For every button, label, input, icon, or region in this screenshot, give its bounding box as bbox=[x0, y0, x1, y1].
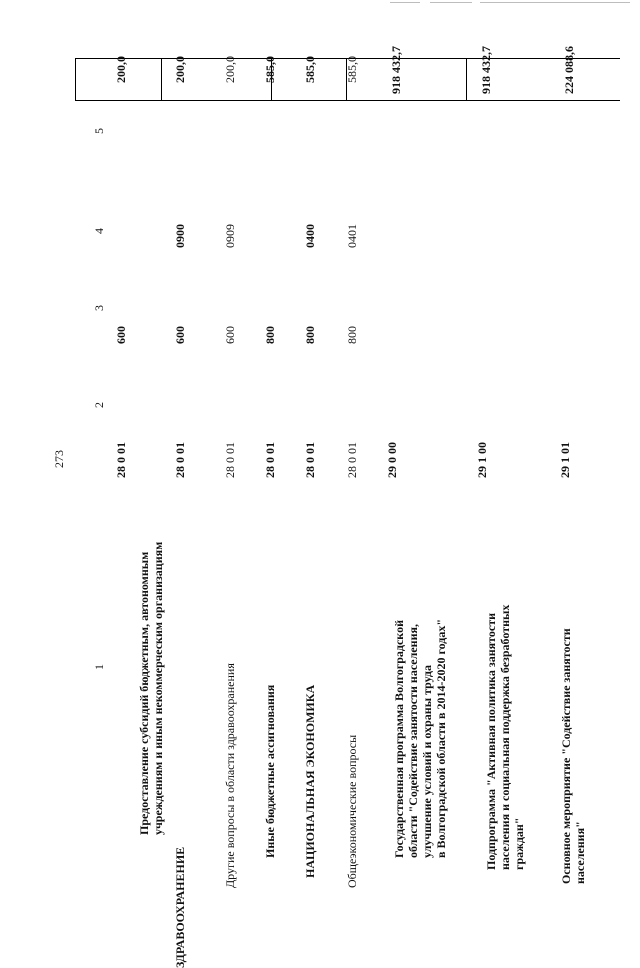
row-3-amount: 200,0 bbox=[222, 56, 237, 83]
row-5-amount: 585,0 bbox=[302, 56, 317, 83]
header-col-2: 2 bbox=[91, 402, 106, 408]
row-5-vr: 800 bbox=[302, 326, 317, 344]
row-1-amount: 200,0 bbox=[113, 56, 128, 83]
page-number: 273 bbox=[52, 450, 66, 468]
row-1-name: Предоставление субсидий бюджетным, автономным учреждениям и иным некоммерческим организациям bbox=[137, 541, 165, 835]
row-4-amount: 585,0 bbox=[262, 56, 277, 83]
header-col-1: 1 bbox=[91, 664, 106, 670]
row-4-rzpr bbox=[262, 188, 278, 248]
row-4-vr: 800 bbox=[262, 326, 277, 344]
header-left-border bbox=[75, 58, 76, 100]
row-6-code: 28 0 01 bbox=[344, 442, 359, 478]
row-6-amount: 585,0 bbox=[344, 56, 359, 83]
row-2-code: 28 0 01 bbox=[172, 442, 187, 478]
row-1-code: 28 0 01 bbox=[113, 442, 128, 478]
row-2-vr: 600 bbox=[172, 326, 187, 344]
row-5-rzpr: 0400 bbox=[302, 224, 317, 248]
row-6-name: Общеэкономические вопросы bbox=[345, 734, 359, 888]
row-9-name: Основное мероприятие "Содействие занятости населения" bbox=[559, 628, 587, 884]
row-7-name: Государственная программа Волгоградской области "Содействие занятости населения, улучшение условий и охраны труда в Волгоградской области в 2014-2020 годах" bbox=[392, 619, 448, 858]
row-8-amount: 918 432,7 bbox=[478, 46, 493, 94]
row-9-code: 29 1 01 bbox=[557, 442, 572, 478]
scan-edge-mark bbox=[480, 2, 630, 3]
header-col-3: 3 bbox=[91, 305, 106, 311]
row-7-code: 29 0 00 bbox=[384, 442, 399, 478]
row-7-amount: 918 432,7 bbox=[388, 46, 403, 94]
row-2-rzpr: 0900 bbox=[172, 224, 187, 248]
row-3-name: Другие вопросы в области здравоохранения bbox=[223, 663, 237, 888]
row-8-code: 29 1 00 bbox=[474, 442, 489, 478]
row-9-amount: 224 088,6 bbox=[561, 46, 576, 94]
row-3-rzpr: 0909 bbox=[222, 224, 237, 248]
row-4-name: Иные бюджетные ассигнования bbox=[263, 684, 277, 858]
row-6-vr: 800 bbox=[344, 326, 359, 344]
row-3-code: 28 0 01 bbox=[222, 442, 237, 478]
row-1-rzpr bbox=[113, 188, 129, 248]
row-1-vr: 600 bbox=[113, 326, 128, 344]
row-2-amount: 200,0 bbox=[172, 56, 187, 83]
scan-edge-mark bbox=[390, 2, 420, 3]
row-6-rzpr: 0401 bbox=[344, 224, 359, 248]
row-2-name: ЗДРАВООХРАНЕНИЕ bbox=[173, 846, 187, 968]
row-5-code: 28 0 01 bbox=[302, 442, 317, 478]
scan-edge-mark bbox=[430, 2, 472, 3]
header-divider bbox=[466, 58, 467, 100]
header-divider bbox=[161, 58, 162, 100]
header-col-4: 4 bbox=[91, 228, 106, 234]
row-4-code: 28 0 01 bbox=[262, 442, 277, 478]
header-col-5: 5 bbox=[91, 128, 106, 134]
row-5-name: НАЦИОНАЛЬНАЯ ЭКОНОМИКА bbox=[303, 684, 317, 878]
row-3-vr: 600 bbox=[222, 326, 237, 344]
row-8-name: Подпрограмма "Активная политика занятости населения и социальная поддержка безработных граждан" bbox=[484, 604, 526, 870]
